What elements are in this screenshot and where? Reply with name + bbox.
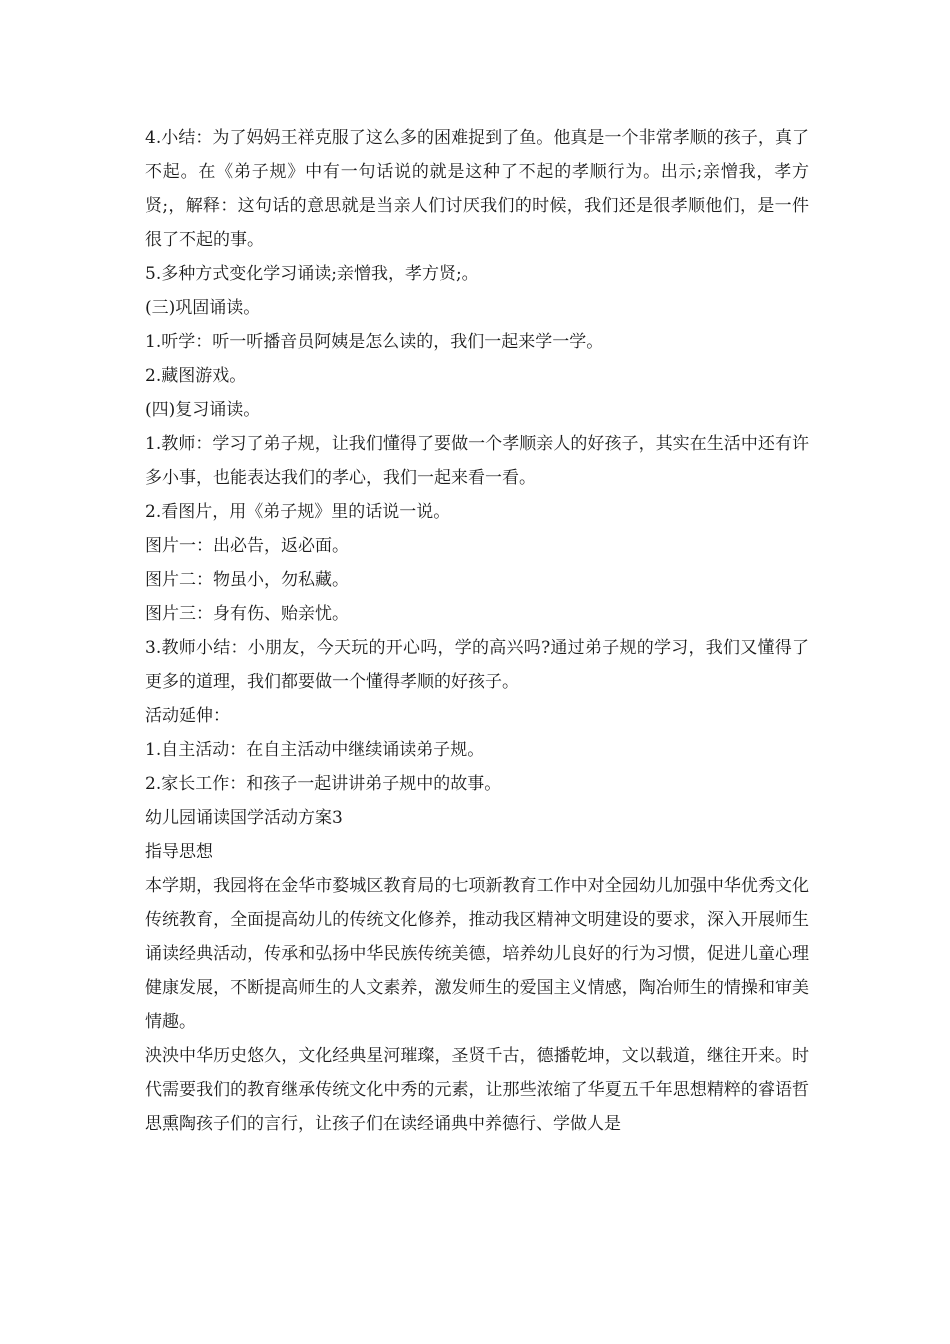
paragraph-teacher: 1.教师：学习了弟子规，让我们懂得了要做一个孝顺亲人的好孩子，其实在生活中还有许多小事，也能表达我们的孝心，我们一起来看一看。 (145, 434, 809, 488)
paragraph-look-pictures: 2.看图片，用《弟子规》里的话说一说。 (145, 502, 451, 522)
paragraph-self-activity: 1.自主活动：在自主活动中继续诵读弟子规。 (145, 740, 485, 760)
paragraph-summary-4: 4.小结：为了妈妈王祥克服了这么多的困难捉到了鱼。他真是一个非常孝顺的孩子，真了不起。在《弟子规》中有一句话说的就是这种了不起的孝顺行为。出示;亲憎我，孝方贤;，解释：这句话的意思就是当亲人们讨厌我们的时候，我们还是很孝顺他们，是一件很了不起的事。 (145, 128, 809, 250)
section-heading-review: (四)复习诵读。 (145, 400, 261, 420)
section-heading-extension: 活动延伸： (145, 706, 230, 726)
section-heading-consolidate: (三)巩固诵读。 (145, 298, 261, 318)
section-heading-guiding-thought: 指导思想 (145, 842, 213, 862)
paragraph-teacher-summary: 3.教师小结：小朋友，今天玩的开心吗，学的高兴吗?通过弟子规的学习，我们又懂得了更多的道理，我们都要做一个懂得孝顺的好孩子。 (145, 638, 809, 692)
paragraph-picture-one: 图片一：出必告，返必面。 (145, 536, 349, 556)
paragraph-picture-three: 图片三：身有伤、贻亲忧。 (145, 604, 349, 624)
paragraph-hide-picture-game: 2.藏图游戏。 (145, 366, 247, 386)
paragraph-history: 泱泱中华历史悠久，文化经典星河璀璨，圣贤千古，德播乾坤，文以载道，继往开来。时代需要我们的教育继承传统文化中秀的元素，让那些浓缩了华夏五千年思想精粹的睿语哲思熏陶孩子们的言行，让孩子们在读经诵典中养德行、学做人是 (145, 1046, 809, 1134)
document-section-title: 幼儿园诵读国学活动方案3 (145, 808, 343, 828)
paragraph-picture-two: 图片二：物虽小，勿私藏。 (145, 570, 349, 590)
paragraph-listen: 1.听学：听一听播音员阿姨是怎么读的，我们一起来学一学。 (145, 332, 604, 352)
paragraph-step-5: 5.多种方式变化学习诵读;亲憎我，孝方贤;。 (145, 264, 479, 284)
paragraph-semester: 本学期，我园将在金华市婺城区教育局的七项新教育工作中对全园幼儿加强中华优秀文化传统教育，全面提高幼儿的传统文化修养，推动我区精神文明建设的要求，深入开展师生诵读经典活动，传承和弘扬中华民族传统美德，培养幼儿良好的行为习惯，促进儿童心理健康发展，不断提高师生的人文素养，激发师生的爱国主义情感，陶冶师生的情操和审美情趣。 (145, 876, 809, 1032)
document-body (145, 121, 809, 1141)
paragraph-parent-work: 2.家长工作：和孩子一起讲讲弟子规中的故事。 (145, 774, 502, 794)
